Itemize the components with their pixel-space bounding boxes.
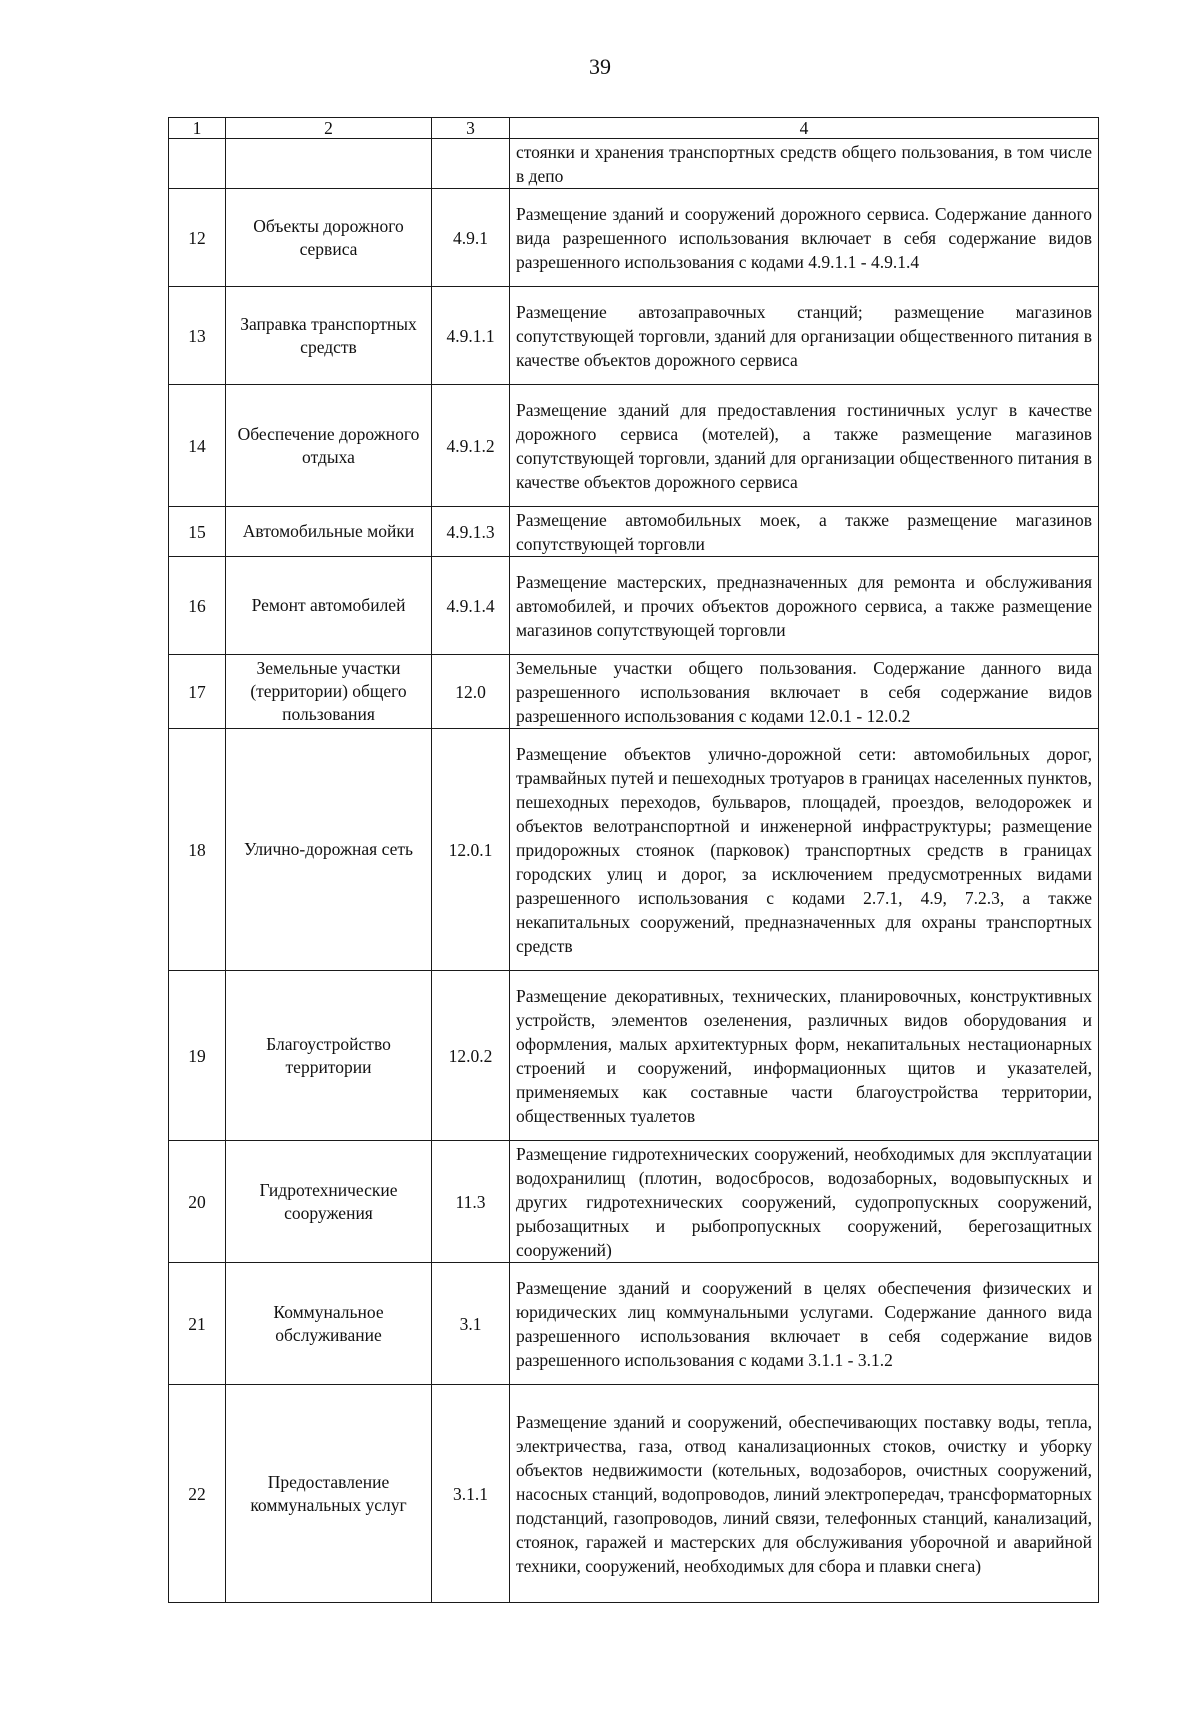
use-type-description: Размещение зданий и сооружений, обеспечивающих поставку воды, тепла, электричества, газа, отвод канализационных стоков, очистку и уборку объектов недвижимости (котельных, водозаборов, очистных сооружений, насосных станций, водопроводов, линий электропередач, трансформаторных подстанций, газопроводов, линий связи, телефонных станций, канализаций, стоянок, гаражей и мастерских для обслуживания уборочной и аварийной техники, сооружений, необходимых для сбора и плавки снега) <box>510 1385 1099 1603</box>
row-number: 17 <box>169 655 226 729</box>
table-row <box>169 385 1099 507</box>
use-type-code: 4.9.1.1 <box>432 287 510 385</box>
use-type-code: 12.0 <box>432 655 510 729</box>
column-header-2: 2 <box>226 118 432 139</box>
use-type-name: Гидротехнические сооружения <box>226 1141 432 1263</box>
use-type-description: Размещение декоративных, технических, планировочных, конструктивных устройств, элементов озеленения, различных видов оборудования и оформления, малых архитектурных форм, некапитальных нестационарных строений и сооружений, информационных щитов и указателей, применяемых как составные части благоустройства территории, общественных туалетов <box>510 971 1099 1141</box>
row-number: 13 <box>169 287 226 385</box>
use-type-name <box>226 139 432 189</box>
use-type-code: 4.9.1.3 <box>432 507 510 557</box>
row-number <box>169 139 226 189</box>
column-number-row <box>169 118 1099 139</box>
use-type-description: Размещение мастерских, предназначенных для ремонта и обслуживания автомобилей, и прочих объектов дорожного сервиса, а также размещение магазинов сопутствующей торговли <box>510 557 1099 655</box>
table-row <box>169 1385 1099 1603</box>
row-number: 16 <box>169 557 226 655</box>
column-header-1: 1 <box>169 118 226 139</box>
table-row <box>169 139 1099 189</box>
use-type-code: 11.3 <box>432 1141 510 1263</box>
use-type-description: стоянки и хранения транспортных средств общего пользования, в том числе в депо <box>510 139 1099 189</box>
use-type-name: Земельные участки (территории) общего пользования <box>226 655 432 729</box>
row-number: 14 <box>169 385 226 507</box>
use-type-description: Земельные участки общего пользования. Содержание данного вида разрешенного использования включает в себя содержание видов разрешенного использования с кодами 12.0.1 - 12.0.2 <box>510 655 1099 729</box>
row-number: 21 <box>169 1263 226 1385</box>
use-type-name: Заправка транспортных средств <box>226 287 432 385</box>
use-type-name: Предоставление коммунальных услуг <box>226 1385 432 1603</box>
row-number: 15 <box>169 507 226 557</box>
table-row <box>169 1263 1099 1385</box>
use-type-name: Обеспечение дорожного отдыха <box>226 385 432 507</box>
use-type-code: 3.1 <box>432 1263 510 1385</box>
use-type-code <box>432 139 510 189</box>
row-number: 19 <box>169 971 226 1141</box>
use-type-description: Размещение автозаправочных станций; размещение магазинов сопутствующей торговли, зданий для организации общественного питания в качестве объектов дорожного сервиса <box>510 287 1099 385</box>
table-row <box>169 557 1099 655</box>
table-row <box>169 287 1099 385</box>
use-type-description: Размещение автомобильных моек, а также размещение магазинов сопутствующей торговли <box>510 507 1099 557</box>
row-number: 12 <box>169 189 226 287</box>
row-number: 20 <box>169 1141 226 1263</box>
use-type-code: 4.9.1.4 <box>432 557 510 655</box>
column-header-4: 4 <box>510 118 1099 139</box>
use-type-code: 4.9.1.2 <box>432 385 510 507</box>
row-number: 22 <box>169 1385 226 1603</box>
use-type-name: Улично-дорожная сеть <box>226 729 432 971</box>
use-type-code: 4.9.1 <box>432 189 510 287</box>
use-type-description: Размещение зданий для предоставления гостиничных услуг в качестве дорожного сервиса (мотелей), а также размещение магазинов сопутствующей торговли, зданий для организации общественного питания в качестве объектов дорожного сервиса <box>510 385 1099 507</box>
use-type-description: Размещение объектов улично-дорожной сети: автомобильных дорог, трамвайных путей и пешеходных тротуаров в границах населенных пунктов, пешеходных переходов, бульваров, площадей, проездов, велодорожек и объектов велотранспортной и инженерной инфраструктуры; размещение придорожных стоянок (парковок) транспортных средств в границах городских улиц и дорог, за исключением предусмотренных видами разрешенного использования с кодами 2.7.1, 4.9, 7.2.3, а также некапитальных сооружений, предназначенных для охраны транспортных средств <box>510 729 1099 971</box>
use-type-name: Ремонт автомобилей <box>226 557 432 655</box>
use-type-description: Размещение гидротехнических сооружений, необходимых для эксплуатации водохранилищ (плотин, водосбросов, водозаборных, водовыпускных и других гидротехнических сооружений, судопропускных сооружений, рыбозащитных и рыбопропускных сооружений, берегозащитных сооружений) <box>510 1141 1099 1263</box>
use-type-name: Благоустройство территории <box>226 971 432 1141</box>
table-row <box>169 1141 1099 1263</box>
row-number: 18 <box>169 729 226 971</box>
land-use-table <box>168 117 1099 1603</box>
use-type-name: Автомобильные мойки <box>226 507 432 557</box>
use-type-description: Размещение зданий и сооружений в целях обеспечения физических и юридических лиц коммунальными услугами. Содержание данного вида разрешенного использования включает в себя содержание видов разрешенного использования с кодами 3.1.1 - 3.1.2 <box>510 1263 1099 1385</box>
table-row <box>169 655 1099 729</box>
use-type-name: Коммунальное обслуживание <box>226 1263 432 1385</box>
column-header-3: 3 <box>432 118 510 139</box>
use-type-name: Объекты дорожного сервиса <box>226 189 432 287</box>
table-row <box>169 507 1099 557</box>
use-type-code: 12.0.2 <box>432 971 510 1141</box>
use-type-code: 12.0.1 <box>432 729 510 971</box>
use-type-description: Размещение зданий и сооружений дорожного сервиса. Содержание данного вида разрешенного использования включает в себя содержание видов разрешенного использования с кодами 4.9.1.1 - 4.9.1.4 <box>510 189 1099 287</box>
page-number: 39 <box>589 54 611 79</box>
table-row <box>169 189 1099 287</box>
use-type-code: 3.1.1 <box>432 1385 510 1603</box>
table-row <box>169 729 1099 971</box>
table-row <box>169 971 1099 1141</box>
